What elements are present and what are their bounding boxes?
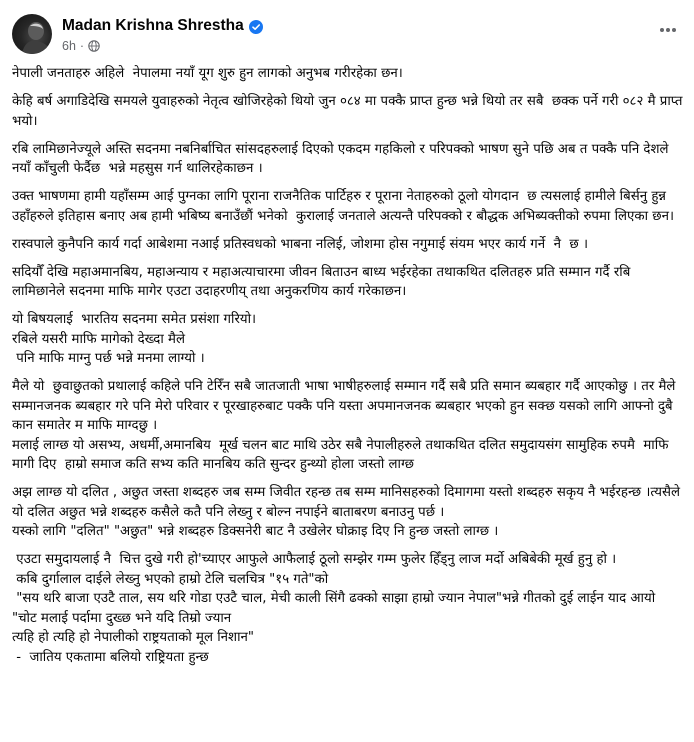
avatar-portrait-icon [12,14,52,54]
post-paragraph: एउटा समुदायलाई नै चित्त दुखे गरी हो'च्याएर आफुले आफैलाई ठूलो सम्झेर गम्म फुलेर हिँड्नु लाज मर्दो अबिबेकी मूर्ख हुनु हो । कबि दुर्गालाल दाईले लेख्नु भएको हाम्रो टेलि चलचित्र "१५ गते"को "सय थरि बाजा एउटै ताल, सय थरि गोडा एउटै चाल, मेची काली सिंगै ढक्को साझा हाम्रो ज्यान नेपाल"भन्ने गीतको दुई लाईन याद आयो "चोट मलाई पर्दामा दुख्छ भने यदि तिम्रो ज्यान त्यहि हो त्यहि हो नेपालीको राष्ट्रयताको मूल निशान" - जातिय एकतामा बलियो राष्ट्रियता हुन्छ [12,552,656,665]
public-globe-icon [88,40,100,52]
author-line [62,16,263,36]
post-paragraph: मैले यो छुवाछुतको प्रथालाई कहिले पनि टेरिँन सबै जातजाती भाषा भाषीहरुलाई सम्मान गर्दै सबै प्रति समान ब्यबहार गर्दै आएकोछु । तर मैले सम्मानजनक ब्यबहार गरे पनि मेरो परिवार र पूरखाहरुबाट पक्कै पनि यस्ता अपमानजनक ब्यबहार भएको हुन सक्छ यसको लागि आफ्नो दुबै कान समातेर म माफि माग्दछु । मलाई लाग्छ यो असभ्य, अधर्मी,अमानबिय मूर्ख चलन बाट माथि उठेर सबै नेपालीहरुले तथाकथित दलित समुदायसंग सामुहिक रुपमै माफि मागी दिए हाम्रो समाज कति सभ्य कति मानबिय कति सुन्दर हुन्थ्यो होला जस्तो लाग्छ [12,379,676,472]
more-options-button[interactable] [654,20,682,40]
post-paragraph: यो बिषयलाई भारतिय सदनमा समेत प्रसंशा गरियो। रबिले यसरी माफि मागेको देख्दा मैले पनि माफि माग्नु पर्छ भन्ने मनमा लाग्यो । [12,312,257,366]
author-name[interactable]: Madan Krishna Shrestha [62,17,244,34]
post-paragraph: केहि बर्ष अगाडिदेखि समयले युवाहरुको नेतृत्व खोजिरहेको थियो जुन ०८४ मा पक्कै प्राप्त हुन्छ भन्ने थियो तर सबै छक्क पर्ने गरी ०८२ मै प्राप्त भयो। [12,94,687,129]
verified-badge-icon [249,19,263,33]
post-paragraph: उक्त भाषणमा हामी यहाँसम्म आई पुग्नका लागि पूराना राजनैतिक पार्टिहरु र पूराना नेताहरुको ठूलो योगदान छ त्यसलाई हामीले बिर्सनु हुन्न उहाँहरुले इतिहास बनाए अब हामी भबिष्य बनाउँछौं भनेको कुरालाई जनताले अत्यन्तै परिपक्को र बौद्धक अभिब्यक्तीको रुपमा लिएका छन। [12,189,675,224]
post-paragraph: रास्वपाले कुनैपनि कार्य गर्दा आबेशमा नआई प्रतिस्वधको भाबना नलिई, जोशमा होस नगुमाई संयम भएर कार्य गर्ने नै छ । [12,236,589,252]
post-paragraph: अझ लाग्छ यो दलित , अछुत जस्ता शब्दहरु जब सम्म जिवीत रहन्छ तब सम्म मानिसहरुको दिमागमा यस्तो शब्दहरु सकृय नै भईरहन्छ ।त्यसैले यो दलित अछुत भन्ने शब्दहरु कसैले कतै पनि लेख्नु र बोल्न नपाईने बाताबरण बनाउनु पर्छ । यस्को लागि "दलित" "अछुत" भन्ने शब्दहरु डिक्सनेरी बाट नै उखेलेर घोक्राइ दिए नि हुन्छ जस्तो लाग्छ । [12,485,680,539]
author-avatar[interactable] [12,14,52,54]
post-meta [62,38,100,54]
post-time[interactable]: 6h [62,39,76,53]
post-paragraph: नेपाली जनताहरु अहिले नेपालमा नयाँ यूग शुरु हुन लागको अनुभब गरीरहेका छन। [12,66,403,81]
meta-separator: · [79,39,85,53]
post-body [12,64,687,676]
post-header [12,14,682,58]
post-paragraph: सदियौँ देखि महाअमानबिय, महाअन्याय र महाअत्याचारमा जीवन बिताउन बाध्य भईरहेका तथाकथित दलितहरु प्रति सम्मान गर्दै रबि लामिछानेले सदनमा माफि मागेर एउटा उदाहरणीय् तथा अनुकरणिय कार्य गरेकाछन। [12,264,635,299]
more-horizontal-icon [654,20,682,40]
post-paragraph: रबि लामिछानेज्यूले अस्ति सदनमा नबनिर्बाचित सांसदहरुलाई दिएको एकदम गहकिलो र परिपक्को भाषण सुने पछि अब त पक्कै पनि देशले नयाँ काँचुली फेर्दैछ भन्ने महसुस गर्न थालिरहेकाछन । [12,141,673,176]
